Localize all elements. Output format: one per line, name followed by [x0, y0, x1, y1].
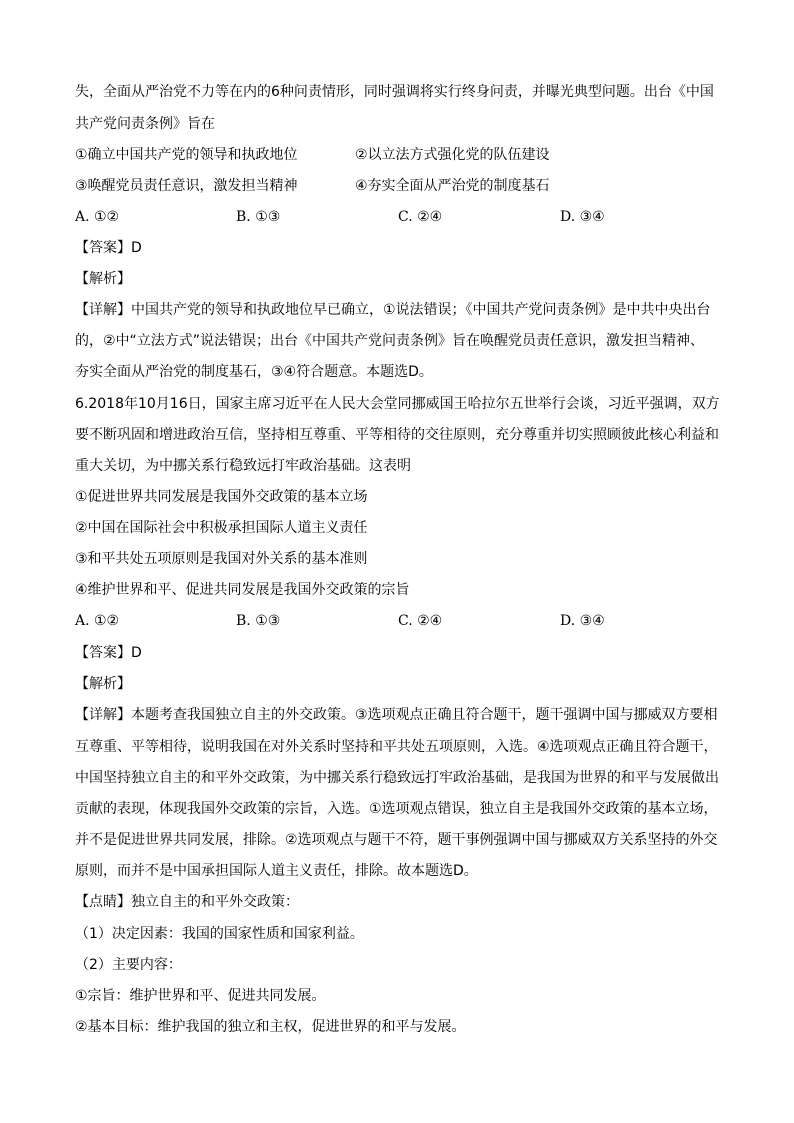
q6-detail-line-4: 贡献的表现，体现我国外交政策的宗旨，入选。①选项观点错误，独立自主是我国外交政策的基本立场， [75, 801, 718, 817]
q6-answer: 【答案】D [75, 645, 142, 661]
q6-stem-line-3: 重大关切，为中挪关系行稳致远打牢政治基础。这表明 [75, 458, 411, 474]
q6-choice-c: C. ②④ [398, 613, 443, 629]
q5-option-4: ④夯实全面从严治党的制度基石 [355, 178, 550, 194]
q6-stem-line-1: 6.2018年10月16日，国家主席习近平在人民大会堂同挪威国王哈拉尔五世举行会谈，习近平强调，双方 [75, 396, 720, 412]
q6-key-point-heading: 【点睛】独立自主的和平外交政策： [75, 894, 299, 910]
q6-analysis-label: 【解析】 [75, 676, 131, 692]
q5-choice-a: A. ①② [75, 209, 120, 225]
q6-choice-b: B. ①③ [236, 613, 281, 629]
q6-option-3: ③和平共处五项原则是我国对外关系的基本准则 [75, 551, 368, 567]
q6-choice-d: D. ③④ [560, 613, 605, 629]
q6-detail-line-1: 【详解】本题考查我国独立自主的外交政策。③选项观点正确且符合题干，题干强调中国与挪威双方要相 [75, 707, 718, 723]
q6-detail-line-2: 互尊重、平等相待，说明我国在对外关系时坚持和平共处五项原则，入选。④选项观点正确且符合题干， [75, 739, 718, 755]
q5-stem-line-1: 失，全面从严治党不力等在内的6种问责情形，同时强调将实行终身问责，并曝光典型问题。出台《中国 [75, 84, 714, 100]
q6-detail-line-5: 并不是促进世界共同发展，排除。②选项观点与题干不符，题干事例强调中国与挪威双方关系坚持的外交 [75, 832, 718, 848]
q6-stem-line-2: 要不断巩固和增进政治互信，坚持相互尊重、平等相待的交往原则，充分尊重并切实照顾彼此核心利益和 [75, 427, 719, 443]
q5-option-2: ②以立法方式强化党的队伍建设 [355, 147, 550, 163]
q5-analysis-label: 【解析】 [75, 271, 131, 287]
q6-key-point-4: ②基本目标：维护我国的独立和主权，促进世界的和平与发展。 [75, 1019, 466, 1035]
q6-option-1: ①促进世界共同发展是我国外交政策的基本立场 [75, 489, 368, 505]
q6-detail-line-6: 原则，而并不是中国承担国际人道主义责任，排除。故本题选D。 [75, 863, 478, 879]
q5-option-1: ①确立中国共产党的领导和执政地位 [75, 147, 298, 163]
q5-answer: 【答案】D [75, 240, 142, 256]
q5-option-3: ③唤醒党员责任意识，激发担当精神 [75, 178, 298, 194]
q5-detail-line-1: 【详解】中国共产党的领导和执政地位早已确立，①说法错误；《中国共产党问责条例》是中共中央出台 [75, 302, 711, 318]
q5-detail-line-2: 的，②中“立法方式”说法错误；出台《中国共产党问责条例》旨在唤醒党员责任意识，激发担当精神、 [75, 333, 705, 349]
q6-key-point-2: （2）主要内容： [75, 957, 182, 973]
q6-option-2: ②中国在国际社会中积极承担国际人道主义责任 [75, 520, 368, 536]
q5-detail-line-3: 夯实全面从严治党的制度基石，③④符合题意。本题选D。 [75, 364, 433, 380]
q6-choice-a: A. ①② [75, 613, 120, 629]
q6-detail-line-3: 中国坚持独立自主的和平外交政策，为中挪关系行稳致远打牢政治基础，是我国为世界的和平与发展做出 [75, 770, 719, 786]
q6-key-point-3: ①宗旨：维护世界和平、促进共同发展。 [75, 988, 326, 1004]
q5-stem-line-2: 共产党问责条例》旨在 [75, 116, 215, 132]
q6-option-4: ④维护世界和平、促进共同发展是我国外交政策的宗旨 [75, 582, 410, 598]
q5-choice-b: B. ①③ [236, 209, 281, 225]
q5-choice-c: C. ②④ [398, 209, 443, 225]
q6-key-point-1: （1）决定因素：我国的国家性质和国家利益。 [75, 926, 364, 942]
q5-choice-d: D. ③④ [560, 209, 605, 225]
